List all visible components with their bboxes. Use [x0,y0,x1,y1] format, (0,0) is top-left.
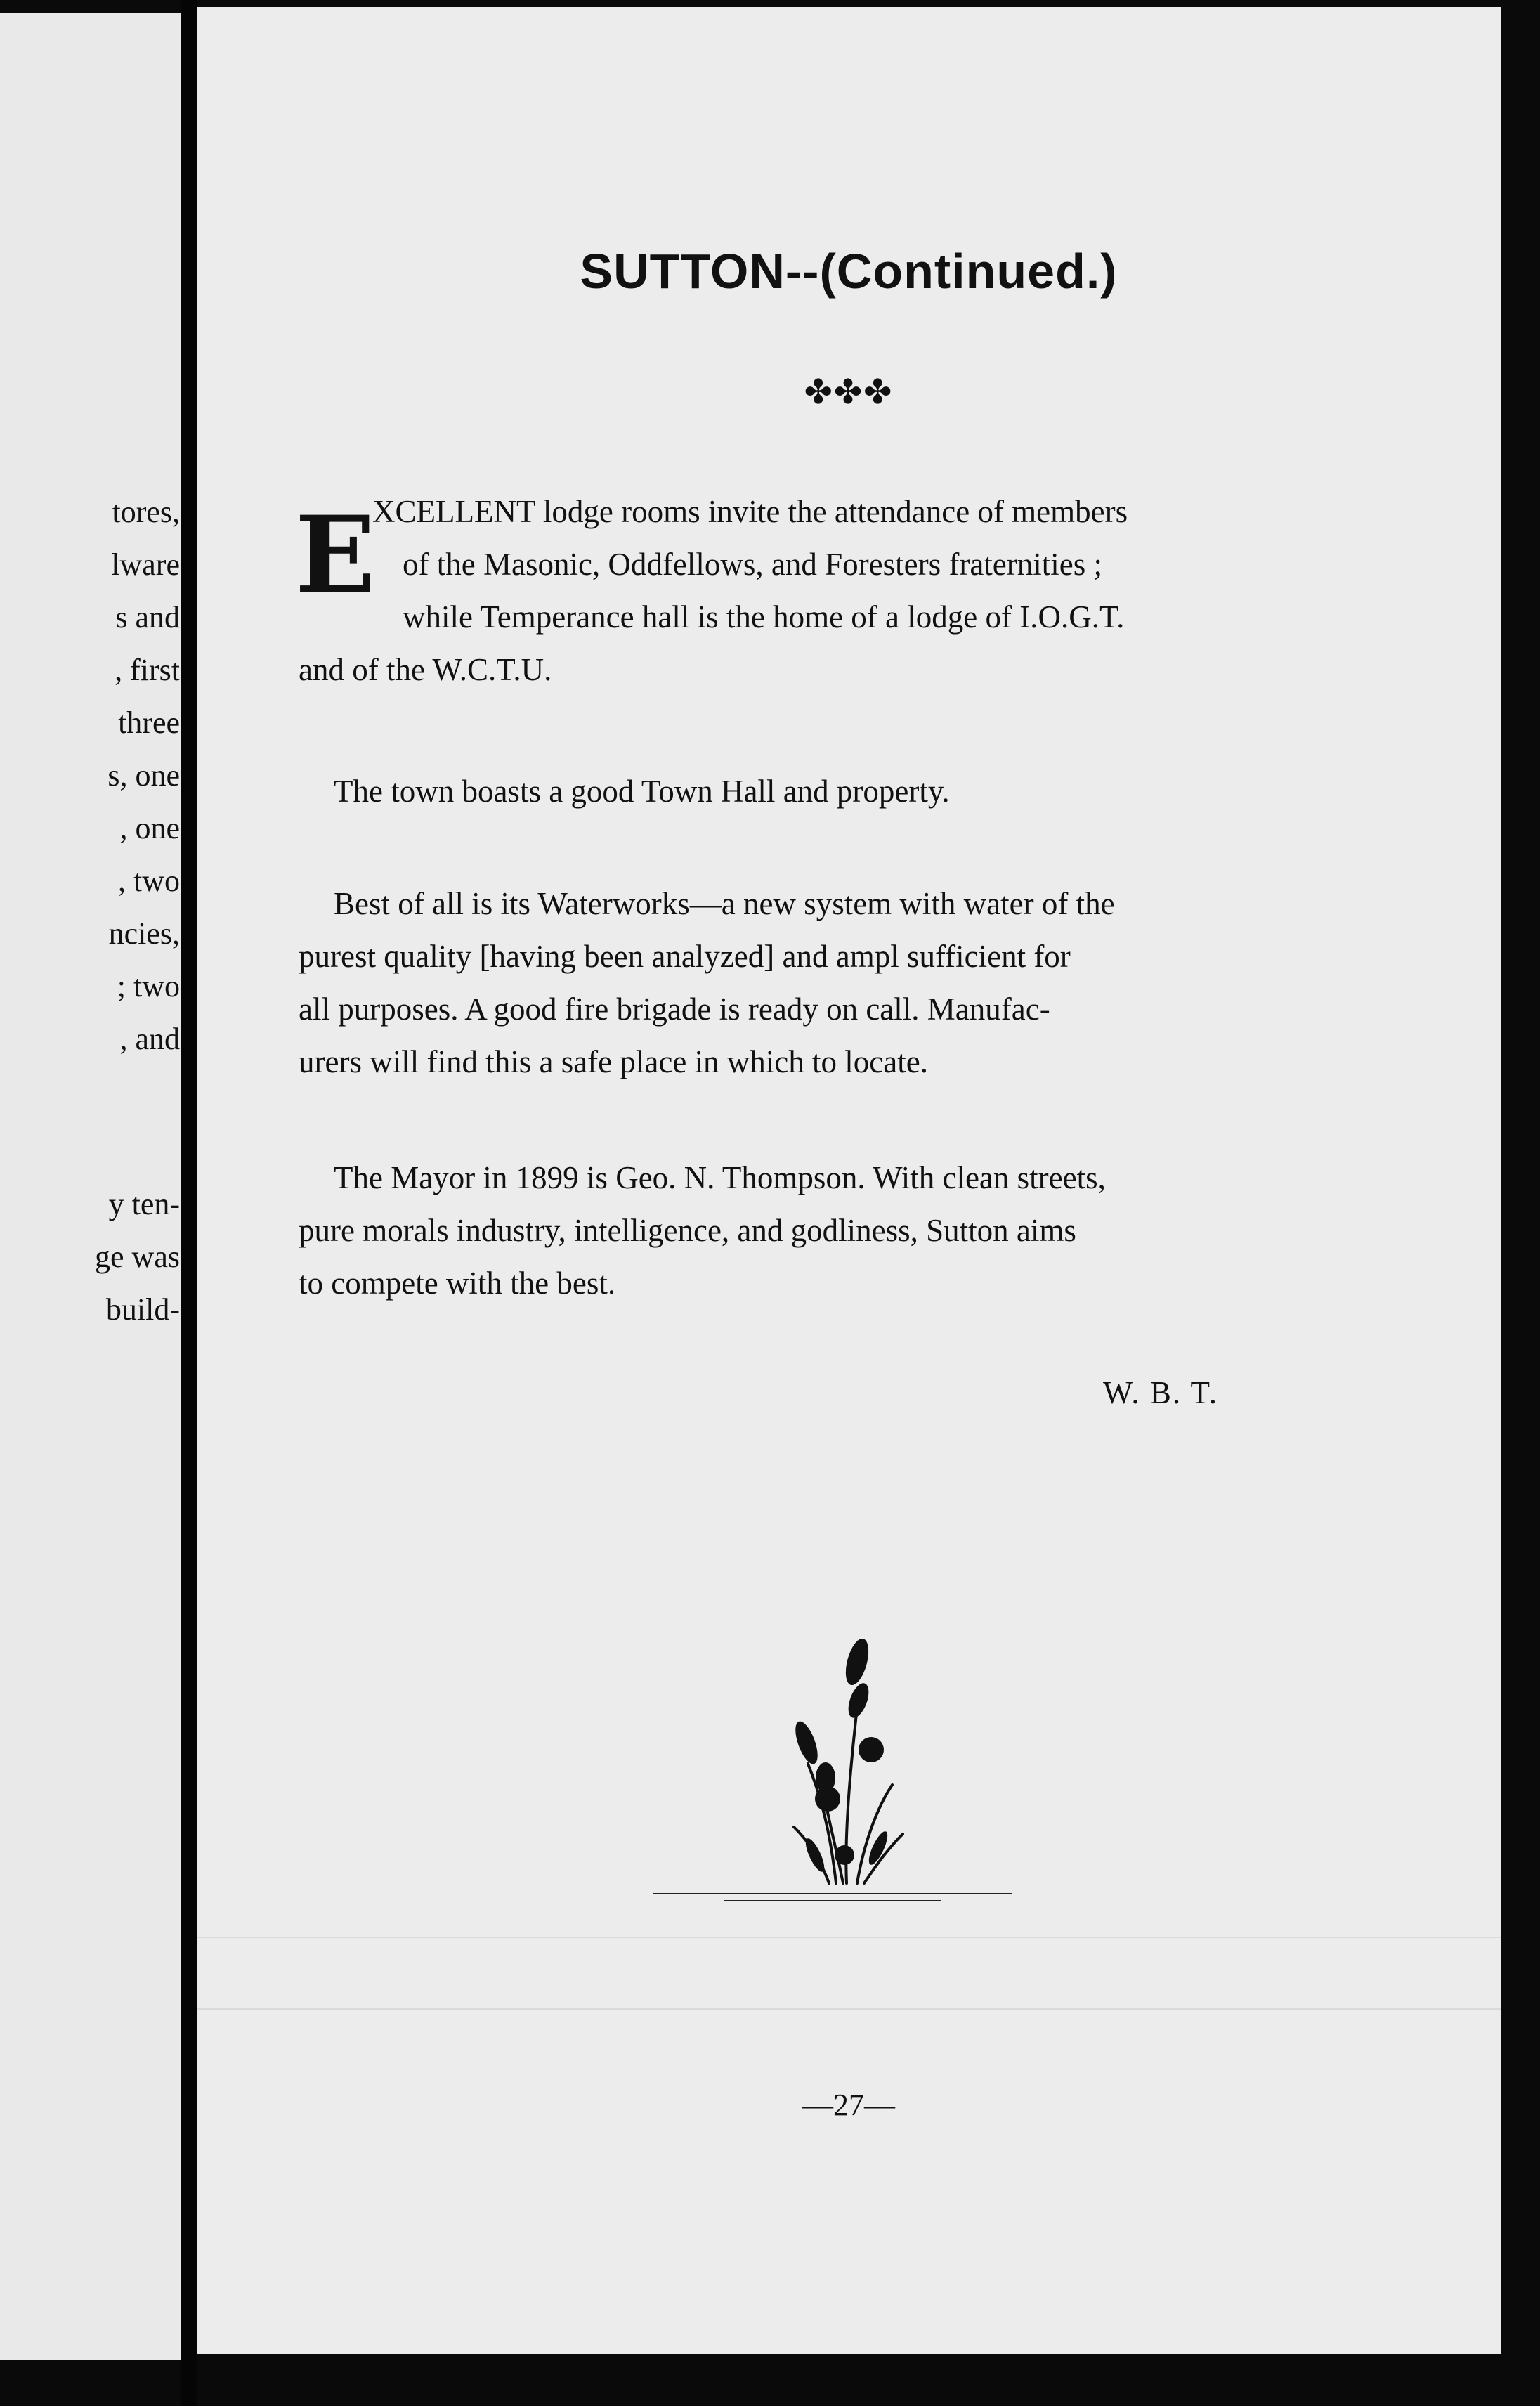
paragraph-line: and of the W.C.T.U. [299,652,552,687]
paragraph-line: to compete with the best. [299,1266,616,1301]
left-line: , one [119,811,180,845]
left-line: three [118,705,180,740]
paragraph-line: all purposes. A good fire brigade is ready on call. Manufac- [299,991,1050,1027]
paragraph-line: The Mayor in 1899 is Geo. N. Thompson. With clean streets, [334,1160,1106,1195]
left-line: tores, [112,495,180,529]
page-crease [197,1937,1501,1938]
author-signature: W. B. T. [1103,1375,1218,1410]
paragraph-line: urers will find this a safe place in which to locate. [299,1044,928,1079]
paragraph-line: of the Masonic, Oddfellows, and Foresters fraternities ; [403,547,1102,582]
left-line: s, one [107,758,180,793]
book-gutter [181,0,197,2406]
left-line: , two [118,864,180,898]
paragraph-line: pure morals industry, intelligence, and godliness, Sutton aims [299,1213,1076,1248]
paragraph-line: while Temperance hall is the home of a lodge of I.O.G.T. [403,599,1125,635]
book-page [197,7,1501,2354]
page-title: SUTTON--(Continued.) [580,244,1118,299]
left-line: s and [115,600,180,635]
paragraph-line: XCELLENT lodge rooms invite the attendance of members [372,494,1128,529]
drop-cap: E [295,493,376,617]
paragraph-line: purest quality [having been analyzed] and ampl sufficient for [299,939,1071,974]
left-line: , and [119,1022,180,1056]
left-line: ge was [95,1240,180,1274]
ornament-divider: ✤✤✤ [804,374,894,411]
page-crease [197,2008,1501,2010]
left-line: y ten- [108,1187,180,1221]
left-line: build- [105,1292,180,1327]
left-line: lware [111,547,180,582]
previous-page-fragment [0,13,181,2360]
paragraph-line: Best of all is its Waterworks—a new system with water of the [334,886,1115,921]
left-line: , first [115,653,180,687]
wheat-flower-vignette [646,1623,1040,1918]
page-number: —27— [802,2088,895,2122]
paragraph-line: The town boasts a good Town Hall and property. [334,774,950,809]
left-line: ; two [117,969,180,1003]
left-line: ncies, [108,916,180,951]
